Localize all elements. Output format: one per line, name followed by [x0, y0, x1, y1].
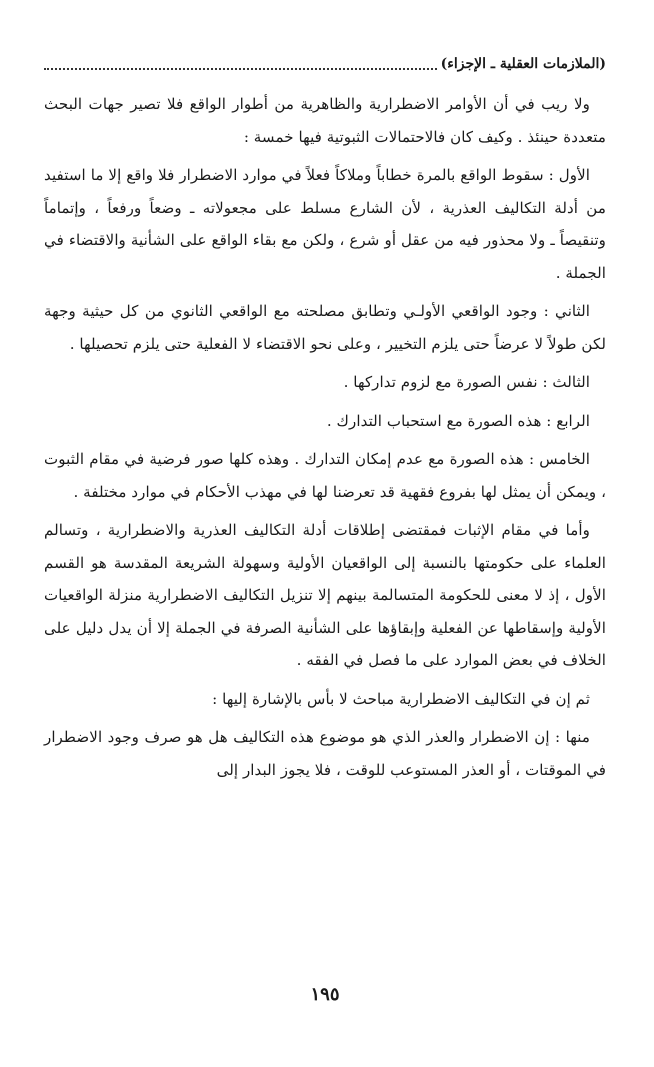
document-page — [44, 52, 606, 1067]
paragraph-proof-stage: وأما في مقام الإثبات فمقتضى إطلاقات أدلة التكاليف العذرية والاضطرارية ، وتسالم العلماء على حكومتها بالنسبة إلى الواقعيان الأولية وسهولة الشريعة المقدسة هو القسم الأول ، إذ لا معنى للحكومة المتسالمة بينهم إلا تنزيل التكاليف الاضطرارية منزلة الواقعيات الأولية وإسقاطها عن الفعلية وإبقاؤها على الشأنية الصرفة في الجملة إلا أن يدل دليل على الخلاف في بعض الموارد على ما فصل في الفقه . — [44, 521, 606, 669]
page-number: ١٩٥ — [310, 984, 340, 1005]
paragraph-second-possibility: الثاني : وجود الواقعي الأولـي وتطابق مصلحته مع الواقعي الثانوي من كل حيثية وجهة لكن طولاً لا عرضاً حتى يلزم التخيير ، وعلى نحو الاقتضاء لا الفعلية حتى يلزم تحصيلها . — [44, 302, 606, 353]
running-header — [44, 52, 606, 74]
running-header-title: (الملازمات العقلية ـ الإجزاء) — [440, 56, 606, 72]
paragraph-first-possibility: الأول : سقوط الواقع بالمرة خطاباً وملاكاً فعلاً في موارد الاضطرار فلا واقع إلا ما استفيد من أدلة التكاليف العذرية ، لأن الشارع مسلط على مجعولاته ـ وضعاً ورفعاً ، وإتماماً وتنقيصاً ـ ولا محذور فيه من عقل أو شرع ، ولكن مع بقاء الواقع على الشأنية والاقتضاء في الجملة . — [44, 166, 606, 282]
paragraph-fourth-possibility: الرابع : هذه الصورة مع استحباب التدارك . — [326, 411, 590, 430]
paragraph-further-topics: ثم إن في التكاليف الاضطرارية مباحث لا بأس بالإشارة إليها : — [212, 689, 590, 708]
body-text — [44, 88, 606, 786]
paragraph-third-possibility: الثالث : نفس الصورة مع لزوم تداركها . — [343, 373, 590, 391]
paragraph-fifth-possibility: الخامس : هذه الصورة مع عدم إمكان التدارك . وهذه كلها صور فرضية في مقام الثبوت ، ويمكن أن يمثل لها بفروع فقهية قد تعرضنا لها في مهذب الأحكام في موارد مختلفة . — [44, 450, 606, 501]
paragraph-intro: ولا ريب في أن الأوامر الاضطرارية والظاهرية من أطوار الواقع فلا تصير جهات البحث متعددة حينئذ . وكيف كان فالاحتمالات الثبوتية فيها خمسة : — [44, 95, 606, 146]
header-dotted-leader — [44, 68, 437, 70]
paragraph-first-topic: منها : إن الاضطرار والعذر الذي هو موضوع هذه التكاليف هل هو صرف وجود الاضطرار في الموقتات ، أو العذر المستوعب للوقت ، فلا يجوز البدار إلى — [44, 728, 606, 779]
